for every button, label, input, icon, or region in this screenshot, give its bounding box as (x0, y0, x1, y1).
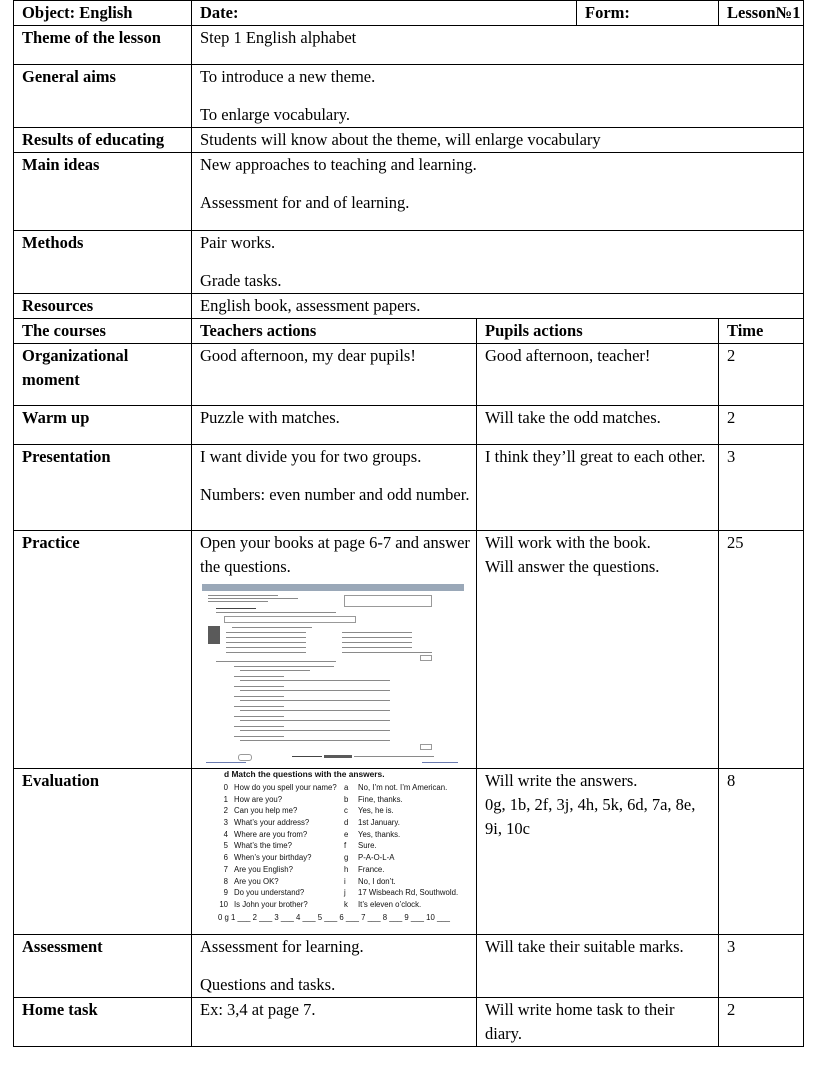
list-item: b Fine, thanks. (344, 794, 403, 804)
pupils-action-line: Will answer the questions. (485, 557, 660, 576)
aims-line: To introduce a new theme. (200, 67, 376, 86)
stage-time: 3 (719, 445, 804, 531)
time-heading: Time (719, 319, 804, 344)
lesson-plan-table (13, 0, 804, 1047)
stage-name: Assessment (14, 935, 192, 998)
ideas-row (14, 153, 804, 231)
list-item: f Sure. (344, 841, 377, 851)
aims-value (192, 65, 804, 128)
teacher-action (192, 445, 477, 531)
results-label: Results of educating (14, 128, 192, 153)
teacher-action-line: Questions and tasks. (200, 975, 336, 994)
list-item: 3 What’s your address? (223, 818, 310, 828)
pupils-action (477, 769, 719, 935)
ideas-line: New approaches to teaching and learning. (200, 155, 477, 174)
pupils-action: Will take the odd matches. (477, 406, 719, 445)
resources-row (14, 294, 804, 319)
stage-time: 3 (719, 935, 804, 998)
object-cell: Object: English (14, 1, 192, 26)
date-cell: Date: (192, 1, 577, 26)
match-answers (344, 782, 458, 911)
pupils-action: Good afternoon, teacher! (477, 344, 719, 406)
stage-name: Practice (14, 531, 192, 769)
teacher-action-line: I want divide you for two groups. (200, 447, 422, 466)
stage-time: 2 (719, 406, 804, 445)
list-item: 10 Is John your brother? (219, 899, 308, 909)
list-item: c Yes, he is. (344, 806, 394, 816)
stage-time: 2 (719, 998, 804, 1047)
results-value: Students will know about the theme, will enlarge vocabulary (192, 128, 804, 153)
pupils-action (477, 531, 719, 769)
teacher-action (192, 935, 477, 998)
courses-header-row (14, 319, 804, 344)
aims-row (14, 65, 804, 128)
stage-name: Warm up (14, 406, 192, 445)
stage-row (14, 769, 804, 935)
list-item: 7 Are you English? (223, 864, 293, 874)
methods-line: Grade tasks. (200, 271, 282, 290)
pupils-action: I think they’ll great to each other. (477, 445, 719, 531)
form-cell: Form: (577, 1, 719, 26)
teacher-heading: Teachers actions (192, 319, 477, 344)
ideas-label: Main ideas (14, 153, 192, 231)
list-item: 9 Do you understand? (223, 888, 305, 898)
methods-row (14, 231, 804, 294)
stage-time: 25 (719, 531, 804, 769)
stage-row (14, 406, 804, 445)
list-item: a No, I’m not. I’m American. (344, 783, 448, 792)
teacher-action: Good afternoon, my dear pupils! (192, 344, 477, 406)
theme-value: Step 1 English alphabet (192, 26, 804, 65)
stage-name: Presentation (14, 445, 192, 531)
courses-heading: The courses (14, 319, 192, 344)
theme-row (14, 26, 804, 65)
stage-row (14, 445, 804, 531)
stage-row (14, 531, 804, 769)
pupils-action-line: Will work with the book. (485, 533, 651, 552)
list-item: e Yes, thanks. (344, 829, 401, 839)
methods-line: Pair works. (200, 233, 276, 252)
list-item: j 17 Wisbeach Rd, Southwold. (344, 888, 459, 898)
teacher-action (192, 769, 477, 935)
pupils-action: Will take their suitable marks. (477, 935, 719, 998)
resources-value: English book, assessment papers. (192, 294, 804, 319)
pupils-action-line: 0g, 1b, 2f, 3j, 4h, 5k, 6d, 7a, 8e, 9i, 10c (485, 795, 696, 838)
match-exercise-title: d Match the questions with the answers. (224, 769, 385, 779)
list-item: k It’s eleven o’clock. (344, 899, 422, 909)
teacher-action: Puzzle with matches. (192, 406, 477, 445)
teacher-action-line: Open your books at page 6-7 and answer the questions. (200, 533, 470, 576)
list-item: 4 Where are you from? (223, 829, 308, 839)
lesson-number-cell: Lesson№1 (719, 1, 804, 26)
list-item: 1 How are you? (223, 794, 283, 804)
ideas-line: Assessment for and of learning. (200, 193, 410, 212)
list-item: i No, I don’t. (344, 876, 396, 886)
list-item: g P-A-O-L-A (344, 853, 395, 863)
ideas-value (192, 153, 804, 231)
stage-name: Organizational moment (14, 344, 192, 406)
stage-name: Evaluation (14, 769, 192, 935)
list-item: 5 What’s the time? (223, 841, 292, 851)
list-item: d 1st January. (344, 818, 400, 828)
teacher-action-line: Assessment for learning. (200, 937, 364, 956)
stage-row (14, 935, 804, 998)
header-row (14, 1, 804, 26)
list-item: h France. (344, 864, 385, 874)
stage-time: 8 (719, 769, 804, 935)
list-item: 0 How do you spell your name? (223, 783, 337, 792)
pupils-action: Will write home task to their diary. (477, 998, 719, 1047)
methods-label: Methods (14, 231, 192, 294)
aims-line: To enlarge vocabulary. (200, 105, 351, 124)
stage-time: 2 (719, 344, 804, 406)
list-item: 8 Are you OK? (223, 876, 279, 886)
results-row (14, 128, 804, 153)
theme-label: Theme of the lesson (14, 26, 192, 65)
teacher-action: Ex: 3,4 at page 7. (192, 998, 477, 1047)
pupils-action-line: Will write the answers. (485, 771, 638, 790)
list-item: 6 When’s your birthday? (223, 853, 312, 863)
resources-label: Resources (14, 294, 192, 319)
pupils-heading: Pupils actions (477, 319, 719, 344)
stage-name: Home task (14, 998, 192, 1047)
methods-value (192, 231, 804, 294)
aims-label: General aims (14, 65, 192, 128)
match-questions (216, 782, 337, 911)
teacher-action (192, 531, 477, 769)
match-answer-line: 0 g 1 ___ 2 ___ 3 ___ 4 ___ 5 ___ 6 ___ 7 ___ 8 ___ 9 ___ 10 ___ (218, 913, 450, 922)
list-item: 2 Can you help me? (223, 806, 298, 816)
worksheet-thumbnail (202, 584, 464, 764)
stage-row (14, 344, 804, 406)
stage-row (14, 998, 804, 1047)
teacher-action-line: Numbers: even number and odd number. (200, 485, 470, 504)
match-exercise (196, 769, 472, 929)
